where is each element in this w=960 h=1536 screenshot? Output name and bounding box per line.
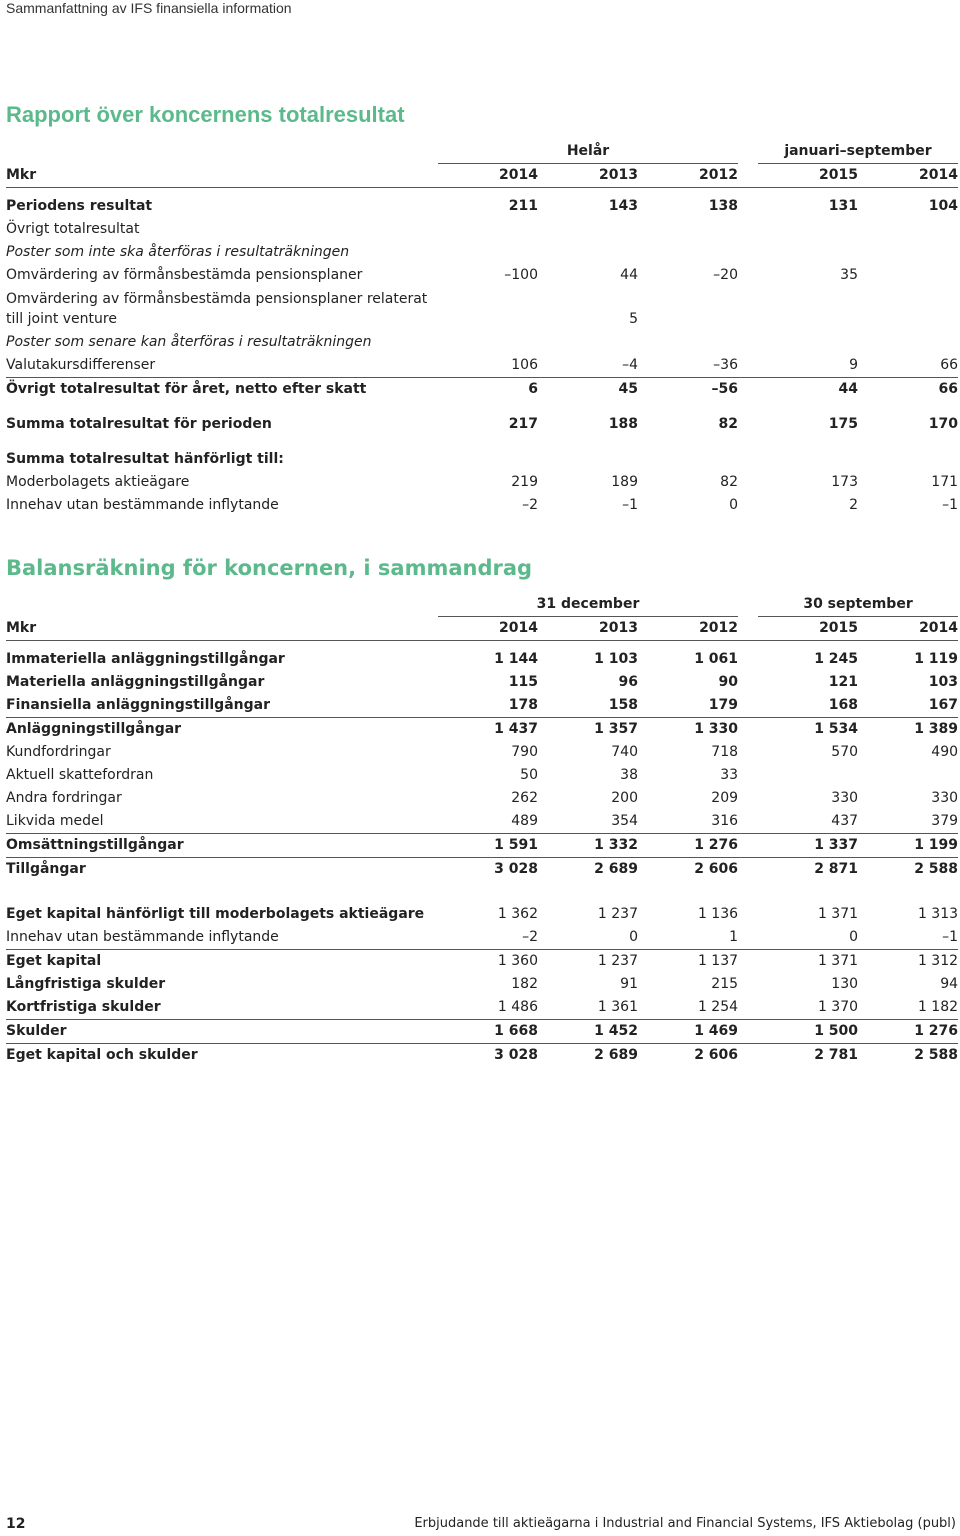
column-header: 2015 [758, 164, 858, 188]
table-row [6, 648, 958, 671]
row-label: Summa totalresultat för perioden [6, 416, 272, 432]
table-row [6, 671, 958, 694]
cell-value: 1 [638, 926, 738, 950]
table-row [6, 694, 958, 718]
cell-value: 173 [831, 474, 858, 490]
row-label: Övrigt totalresultat [6, 221, 140, 237]
column-header: 2014 [438, 617, 538, 641]
table-row [6, 996, 958, 1020]
cell-value: 6 [528, 381, 538, 397]
row-label: Kundfordringar [6, 744, 111, 760]
cell-value: 1 452 [538, 1020, 638, 1044]
cell-value: 1 486 [438, 996, 538, 1020]
column-header-row [6, 164, 958, 188]
income-table [6, 140, 958, 517]
group-label-september: 30 september [758, 593, 958, 617]
cell-value: 2 871 [814, 861, 859, 877]
cell-value: 3 028 [494, 861, 538, 877]
cell-value: 170 [928, 416, 959, 432]
cell-value: 740 [611, 744, 638, 760]
cell-value: 1 237 [597, 906, 638, 922]
cell-value: –36 [638, 354, 738, 378]
cell-value: 188 [608, 416, 638, 432]
cell-value: –100 [504, 267, 538, 283]
cell-value [858, 764, 958, 787]
cell-value: 1 245 [814, 651, 859, 667]
cell-value: 9 [758, 354, 858, 378]
cell-value: 1 237 [597, 953, 638, 969]
table-row [6, 787, 958, 810]
cell-value: 66 [858, 354, 958, 378]
cell-value: 1 469 [638, 1020, 738, 1044]
cell-value: 316 [638, 810, 738, 834]
page-number: 12 [6, 1516, 26, 1532]
cell-value: 1 337 [758, 834, 858, 858]
cell-value: 1 254 [638, 996, 738, 1020]
cell-value: 131 [828, 198, 858, 214]
row-label: Periodens resultat [6, 198, 153, 214]
cell-value: 718 [711, 744, 739, 760]
cell-value: 1 534 [814, 721, 859, 737]
cell-value: 50 [520, 767, 538, 783]
cell-value: 2 [849, 497, 858, 513]
cell-value: 121 [828, 674, 859, 690]
cell-value: –20 [713, 267, 738, 283]
table-row [6, 834, 958, 858]
cell-value: 2 606 [694, 861, 739, 877]
cell-value: –56 [711, 381, 738, 397]
cell-value: 1 313 [917, 906, 959, 922]
cell-value: 1 199 [858, 834, 958, 858]
cell-value: 104 [928, 198, 959, 214]
column-header: Mkr [6, 164, 438, 188]
cell-value: 200 [611, 790, 638, 806]
row-label-line1: Omvärdering av förmånsbestämda pensionsplaner relaterat [6, 291, 428, 307]
table-row [6, 810, 958, 834]
row-label: Tillgångar [6, 861, 86, 877]
table-row [6, 378, 958, 402]
cell-value: 167 [858, 694, 958, 718]
row-label: Långfristiga skulder [6, 976, 166, 992]
table-row [6, 241, 958, 264]
cell-value: 2 588 [914, 1047, 959, 1063]
cell-value: 489 [438, 810, 538, 834]
cell-value: 94 [940, 976, 959, 992]
table-row [6, 718, 958, 742]
cell-value: 1 389 [914, 721, 959, 737]
cell-value: 189 [611, 474, 638, 490]
column-header: 2014 [858, 617, 958, 641]
table-row [6, 494, 958, 517]
section-title-balance: Balansräkning för koncernen, i sammandrag [6, 556, 533, 580]
cell-value: 96 [618, 674, 638, 690]
cell-value: 570 [831, 744, 859, 760]
cell-value: 35 [840, 267, 858, 283]
cell-value: 1 182 [858, 996, 958, 1020]
column-group-header [6, 140, 958, 164]
row-label: Innehav utan bestämmande inflytande [6, 497, 279, 513]
cell-value: 115 [508, 674, 538, 690]
cell-value: 138 [708, 198, 738, 214]
cell-value: 1 137 [697, 953, 739, 969]
footer-text: Erbjudande till aktieägarna i Industrial and Financial Systems, IFS Aktiebolag (publ) [414, 1516, 956, 1531]
cell-value: 182 [511, 976, 538, 992]
cell-value: 354 [538, 810, 638, 834]
cell-value: 3 028 [494, 1047, 538, 1063]
cell-value: 1 332 [538, 834, 638, 858]
cell-value: 1 061 [694, 651, 739, 667]
table-row [6, 287, 958, 331]
cell-value: 330 [931, 790, 959, 806]
cell-value: 103 [928, 674, 959, 690]
row-label: Poster som senare kan återföras i resultaträkningen [6, 334, 372, 350]
row-label: Poster som inte ska återföras i resultaträkningen [6, 244, 350, 260]
group-label-full-year: Helår [438, 140, 738, 164]
cell-value: 209 [711, 790, 739, 806]
cell-value: 82 [720, 474, 738, 490]
cell-value: 5 [629, 311, 638, 327]
cell-value [858, 287, 958, 331]
cell-value: 171 [931, 474, 959, 490]
cell-value: 217 [508, 416, 538, 432]
table-row [6, 354, 958, 378]
cell-value: 175 [828, 416, 858, 432]
cell-value: 44 [838, 381, 858, 397]
column-header: 2014 [438, 164, 538, 188]
cell-value: 1 136 [697, 906, 739, 922]
cell-value: 1 370 [758, 996, 858, 1020]
column-header-row [6, 617, 958, 641]
table-row [6, 264, 958, 287]
cell-value: 1 119 [914, 651, 959, 667]
cell-value: 38 [620, 767, 638, 783]
cell-value: 158 [538, 694, 638, 718]
cell-value: 1 276 [858, 1020, 958, 1044]
cell-value [858, 264, 958, 287]
row-label [6, 287, 438, 331]
cell-value: –2 [522, 497, 538, 513]
cell-value [438, 287, 538, 331]
cell-value: 2 689 [594, 861, 638, 877]
section-title-income: Rapport över koncernens totalresultat [6, 102, 405, 127]
cell-value: 45 [618, 381, 638, 397]
column-header: Mkr [6, 617, 438, 641]
table-row [6, 764, 958, 787]
cell-value: –1 [622, 497, 638, 513]
cell-value: 178 [438, 694, 538, 718]
cell-value: 0 [538, 926, 638, 950]
column-header: 2015 [758, 617, 858, 641]
cell-value: 91 [620, 976, 638, 992]
cell-value: 179 [638, 694, 738, 718]
table-row [6, 973, 958, 996]
cell-value: 1 362 [497, 906, 538, 922]
cell-value: 44 [620, 267, 638, 283]
row-label: Finansiella anläggningstillgångar [6, 694, 438, 718]
cell-value: 1 500 [758, 1020, 858, 1044]
row-label: Materiella anläggningstillgångar [6, 674, 265, 690]
row-label: Immateriella anläggningstillgångar [6, 651, 285, 667]
table-row [6, 858, 958, 882]
table-row [6, 950, 958, 974]
cell-value: 2 588 [914, 861, 959, 877]
row-label: Eget kapital hänförligt till moderbolagets aktieägare [6, 906, 425, 922]
cell-value: –1 [858, 926, 958, 950]
cell-value: 66 [938, 381, 959, 397]
row-label: Eget kapital och skulder [6, 1047, 198, 1063]
cell-value [638, 287, 738, 331]
column-header: 2013 [538, 164, 638, 188]
cell-value: 1 360 [497, 953, 538, 969]
balance-table [6, 593, 958, 1067]
cell-value: 211 [508, 198, 538, 214]
row-label: Valutakursdifferenser [6, 354, 438, 378]
cell-value: 1 437 [494, 721, 538, 737]
cell-value: 437 [758, 810, 858, 834]
column-header: 2012 [638, 617, 738, 641]
row-label: Eget kapital [6, 953, 102, 969]
group-label-jan-sep: januari–september [758, 140, 958, 164]
column-group-header [6, 593, 958, 617]
cell-value: 168 [758, 694, 858, 718]
cell-value: 1 357 [594, 721, 638, 737]
cell-value: 1 371 [817, 906, 859, 922]
cell-value: 0 [729, 497, 738, 513]
cell-value: 82 [718, 416, 738, 432]
row-label: Summa totalresultat hänförligt till: [6, 451, 284, 467]
cell-value: 1 371 [817, 953, 859, 969]
cell-value: 1 361 [538, 996, 638, 1020]
cell-value: –2 [438, 926, 538, 950]
cell-value: 1 312 [917, 953, 959, 969]
cell-value: 330 [831, 790, 859, 806]
table-row [6, 218, 958, 241]
cell-value: 2 781 [814, 1047, 859, 1063]
cell-value: 219 [511, 474, 538, 490]
cell-value [758, 764, 858, 787]
row-label: Moderbolagets aktieägare [6, 474, 190, 490]
cell-value: 379 [858, 810, 958, 834]
column-header: 2014 [858, 164, 958, 188]
cell-value: 490 [931, 744, 959, 760]
cell-value: 106 [438, 354, 538, 378]
cell-value: –4 [538, 354, 638, 378]
column-header: 2012 [638, 164, 738, 188]
cell-value: 1 103 [594, 651, 638, 667]
table-row [6, 413, 958, 436]
row-label: Omvärdering av förmånsbestämda pensionsplaner [6, 267, 363, 283]
cell-value: 262 [511, 790, 538, 806]
cell-value: –1 [942, 497, 959, 513]
cell-value: 1 668 [438, 1020, 538, 1044]
cell-value: 790 [511, 744, 538, 760]
table-row [6, 1020, 958, 1044]
row-label: Aktuell skattefordran [6, 767, 154, 783]
cell-value: 143 [608, 198, 638, 214]
cell-value: 90 [718, 674, 739, 690]
row-label: Omsättningstillgångar [6, 834, 438, 858]
table-row [6, 331, 958, 354]
cell-value: 1 144 [494, 651, 538, 667]
row-label: Andra fordringar [6, 790, 122, 806]
row-label: Övrigt totalresultat för året, netto efter skatt [6, 381, 367, 397]
group-label-december: 31 december [438, 593, 738, 617]
cell-value: 1 276 [638, 834, 738, 858]
cell-value [758, 287, 858, 331]
cell-value: 33 [720, 767, 739, 783]
row-label: Kortfristiga skulder [6, 996, 438, 1020]
column-header: 2013 [538, 617, 638, 641]
row-label: Likvida medel [6, 810, 438, 834]
row-label: Innehav utan bestämmande inflytande [6, 926, 438, 950]
running-head: Sammanfattning av IFS finansiella information [6, 0, 292, 16]
cell-value: 130 [831, 976, 859, 992]
row-label: Anläggningstillgångar [6, 721, 182, 737]
table-row [6, 903, 958, 926]
row-label-line2: till joint venture [6, 311, 117, 327]
cell-value: 1 591 [438, 834, 538, 858]
cell-value: 2 689 [594, 1047, 638, 1063]
table-row [6, 471, 958, 494]
table-row [6, 195, 958, 218]
cell-value: 215 [711, 976, 739, 992]
cell-value: 2 606 [694, 1047, 739, 1063]
cell-value: 0 [758, 926, 858, 950]
table-row [6, 741, 958, 764]
cell-value: 1 330 [694, 721, 739, 737]
row-label: Skulder [6, 1020, 438, 1044]
table-row [6, 926, 958, 950]
table-row [6, 1044, 958, 1068]
table-row [6, 448, 958, 471]
